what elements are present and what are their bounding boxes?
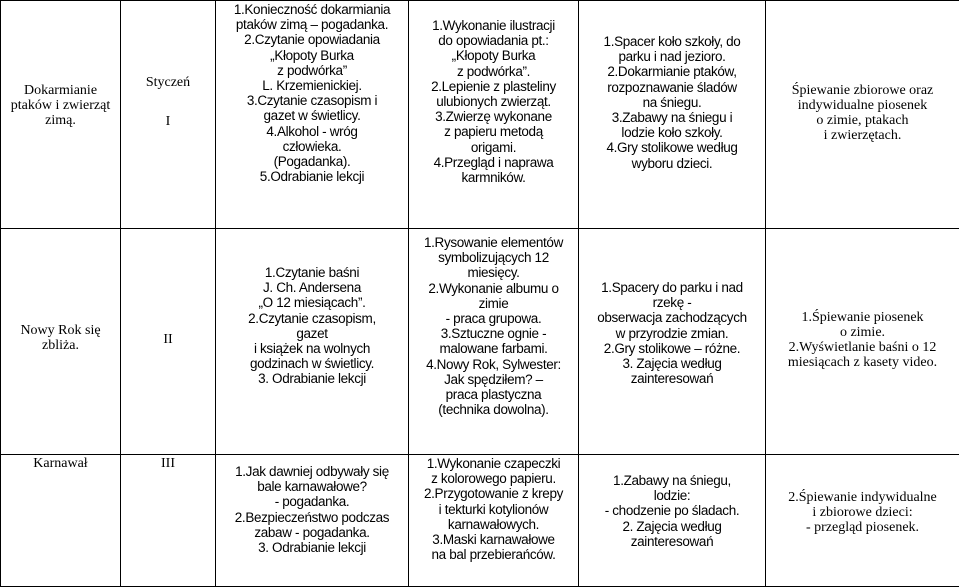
text-line: i zwierzętach.	[768, 128, 957, 143]
reading-cell	[216, 1, 409, 229]
text-line: na śniegu.	[581, 95, 763, 110]
music-cell	[766, 455, 959, 587]
text-line: 2.Wykonanie albumu o	[411, 281, 576, 296]
month-number: I	[123, 114, 213, 129]
text-line: 1.Wykonanie czapeczki	[411, 456, 576, 471]
music-cell	[766, 1, 959, 229]
text-line: 2.Czytanie czasopism,	[218, 311, 406, 326]
text-line: 1.Rysowanie elementów	[411, 235, 576, 250]
text-line: 4.Przegląd i naprawa	[411, 155, 576, 170]
text-line: ptaków i zwierząt	[3, 98, 118, 113]
text-line: 2.Lepienie z plasteliny	[411, 79, 576, 94]
text-line: 2. Zajęcia według	[581, 519, 763, 534]
text-line: ulubionych zwierząt.	[411, 94, 576, 109]
text-line: miesiącach z kasety video.	[768, 355, 957, 370]
text-line: Dokarmianie	[3, 83, 118, 98]
topic-cell	[1, 1, 121, 229]
topic-cell	[1, 455, 121, 587]
month-number: II	[123, 332, 213, 347]
text-line: i książek na wolnych	[218, 341, 406, 356]
text-line: 3. Zajęcia według	[581, 356, 763, 371]
table-row	[1, 229, 959, 455]
topic-cell	[1, 229, 121, 455]
text-line: o zimie.	[768, 325, 957, 340]
reading-cell	[216, 229, 409, 455]
art-cell	[409, 1, 579, 229]
text-line: do opowiadania pt.:	[411, 33, 576, 48]
text-line: origami.	[411, 140, 576, 155]
text-line: „Kłopoty Burka	[411, 48, 576, 63]
text-line: 1.Czytanie baśni	[218, 265, 406, 280]
text-line: 3.Maski karnawałowe	[411, 532, 576, 547]
text-line: miesięcy.	[411, 265, 576, 280]
text-line: Nowy Rok się	[3, 323, 118, 338]
text-line: zabaw - pogadanka.	[218, 525, 406, 540]
text-line: Jak spędziłem? –	[411, 372, 576, 387]
text-line: 4.Nowy Rok, Sylwester:	[411, 357, 576, 372]
art-cell	[409, 455, 579, 587]
text-line: z podwórka”	[218, 63, 406, 78]
text-line: 2.Przygotowanie z krepy	[411, 486, 576, 501]
text-line: bale karnawałowe?	[218, 479, 406, 494]
text-line: lodzie koło szkoły.	[581, 125, 763, 140]
text-line: J. Ch. Andersena	[218, 280, 406, 295]
month-cell	[121, 229, 216, 455]
music-cell	[766, 229, 959, 455]
text-line: (Pogadanka).	[218, 154, 406, 169]
text-line: - praca grupowa.	[411, 311, 576, 326]
text-line: malowane farbami.	[411, 341, 576, 356]
text-line: z kolorowego papieru.	[411, 471, 576, 486]
text-line: ptaków zimą – pogadanka.	[218, 17, 406, 32]
table-row	[1, 1, 959, 229]
text-line: obserwacja zachodzących	[581, 310, 763, 325]
text-line: lodzie:	[581, 488, 763, 503]
text-line: i zbiorowe dzieci:	[768, 505, 957, 520]
text-line: - pogadanka.	[218, 494, 406, 509]
table-row	[1, 455, 959, 587]
outdoor-cell	[579, 229, 766, 455]
text-line: - chodzenie po śladach.	[581, 503, 763, 518]
text-line: wyboru dzieci.	[581, 156, 763, 171]
text-line: gazet w świetlicy.	[218, 108, 406, 123]
text-line: 3. Odrabianie lekcji	[218, 371, 406, 386]
text-line: 1.Spacer koło szkoły, do	[581, 34, 763, 49]
text-line: (technika dowolna).	[411, 402, 576, 417]
text-line: parku i nad jezioro.	[581, 49, 763, 64]
text-line: godzinach w świetlicy.	[218, 356, 406, 371]
text-line: 1.Konieczność dokarmiania	[218, 2, 406, 17]
text-line: symbolizujących 12	[411, 250, 576, 265]
text-line: karmników.	[411, 170, 576, 185]
text-line: L. Krzemienickiej.	[218, 78, 406, 93]
text-line: zainteresowań	[581, 371, 763, 386]
text-line: 1.Spacery do parku i nad	[581, 280, 763, 295]
art-cell	[409, 229, 579, 455]
month-cell	[121, 1, 216, 229]
text-line: w przyrodzie zmian.	[581, 326, 763, 341]
text-line: zimie	[411, 296, 576, 311]
text-line: 3. Odrabianie lekcji	[218, 540, 406, 555]
text-line: 3.Zabawy na śniegu i	[581, 110, 763, 125]
text-line: o zimie, ptakach	[768, 113, 957, 128]
text-line: rozpoznawanie śladów	[581, 80, 763, 95]
text-line: zbliża.	[3, 338, 118, 353]
outdoor-cell	[579, 455, 766, 587]
reading-cell	[216, 455, 409, 587]
text-line: na bal przebierańców.	[411, 547, 576, 562]
text-line: z podwórka”.	[411, 64, 576, 79]
text-line: zainteresowań	[581, 534, 763, 549]
month-cell	[121, 455, 216, 587]
text-line: 3.Zwierzę wykonane	[411, 109, 576, 124]
text-line: 1.Zabawy na śniegu,	[581, 473, 763, 488]
text-line: - przegląd piosenek.	[768, 520, 957, 535]
text-line: 1.Śpiewanie piosenek	[768, 310, 957, 325]
text-line: 2.Śpiewanie indywidualne	[768, 490, 957, 505]
text-line: 2.Gry stolikowe – różne.	[581, 341, 763, 356]
text-line: 4.Alkohol - wróg	[218, 124, 406, 139]
month-name: Styczeń	[123, 75, 213, 90]
month-number: III	[123, 456, 213, 471]
text-line: praca plastyczna	[411, 387, 576, 402]
text-line: 2.Wyświetlanie baśni o 12	[768, 340, 957, 355]
text-line: człowieka.	[218, 139, 406, 154]
text-line: 2.Czytanie opowiadania	[218, 32, 406, 47]
text-line: „O 12 miesiącach”.	[218, 295, 406, 310]
outdoor-cell	[579, 1, 766, 229]
text-line: 4.Gry stolikowe według	[581, 140, 763, 155]
text-line: Karnawał	[3, 456, 118, 471]
text-line: 1.Wykonanie ilustracji	[411, 18, 576, 33]
text-line: rzekę -	[581, 295, 763, 310]
text-line: indywidualne piosenek	[768, 98, 957, 113]
text-line: Śpiewanie zbiorowe oraz	[768, 83, 957, 98]
text-line: gazet	[218, 326, 406, 341]
text-line: 1.Jak dawniej odbywały się	[218, 464, 406, 479]
text-line: „Kłopoty Burka	[218, 48, 406, 63]
text-line: i tekturki kotylionów	[411, 502, 576, 517]
text-line: 3.Czytanie czasopism i	[218, 93, 406, 108]
text-line: karnawałowych.	[411, 517, 576, 532]
text-line: z papieru metodą	[411, 124, 576, 139]
text-line: 5.Odrabianie lekcji	[218, 169, 406, 184]
text-line: 2.Dokarmianie ptaków,	[581, 64, 763, 79]
text-line: 3.Sztuczne ognie -	[411, 326, 576, 341]
text-line: zimą.	[3, 113, 118, 128]
text-line: 2.Bezpieczeństwo podczas	[218, 510, 406, 525]
